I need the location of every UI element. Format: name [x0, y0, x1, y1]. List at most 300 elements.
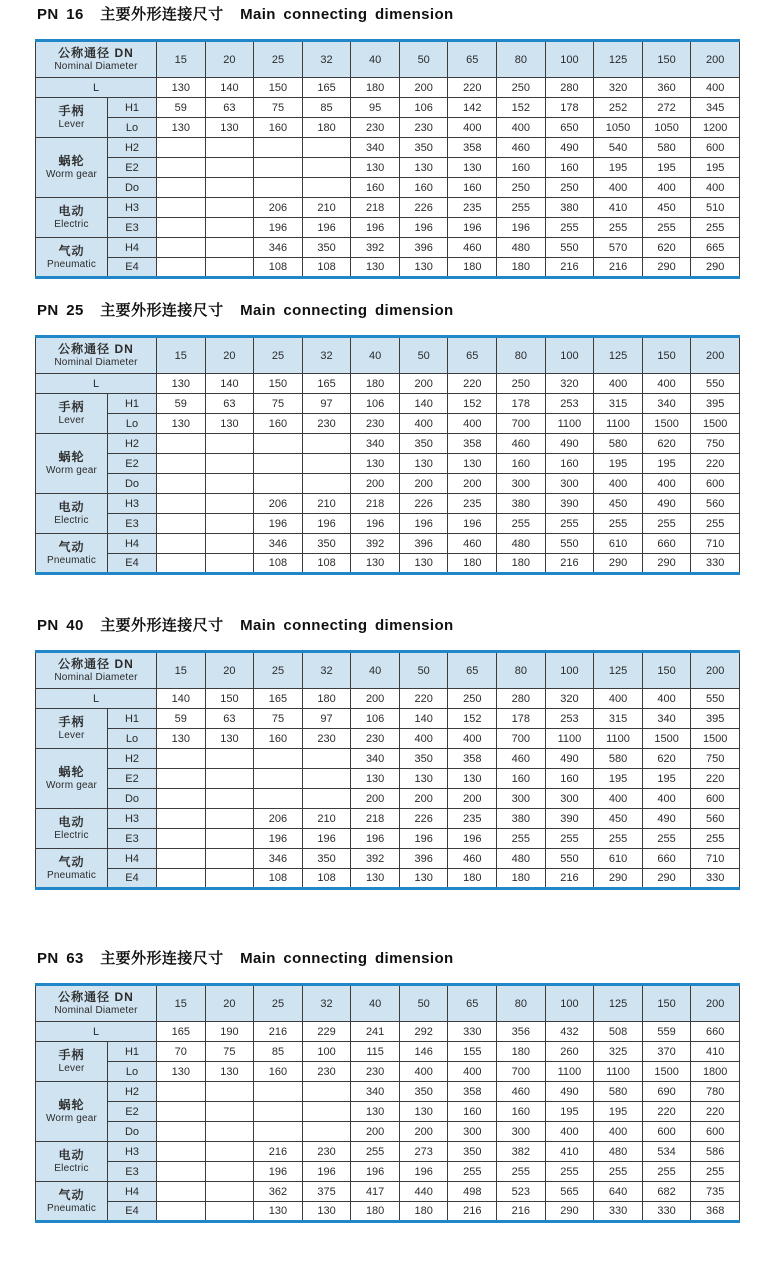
dim-value-cell [302, 1122, 351, 1142]
dim-value-cell: 292 [399, 1022, 448, 1042]
dim-value-cell: 160 [448, 178, 497, 198]
row-label-E2: E2 [108, 158, 157, 178]
dim-value-cell: 200 [351, 1122, 400, 1142]
row-label-Do: Do [108, 474, 157, 494]
dim-value-cell: 216 [545, 258, 594, 278]
dim-value-cell: 490 [545, 1082, 594, 1102]
dim-value-cell: 255 [642, 1162, 691, 1182]
dim-value-cell: 450 [594, 494, 643, 514]
group-label: 手柄 Lever [36, 1042, 108, 1082]
group-label: 气动 Pneumatic [36, 1182, 108, 1222]
dim-value-cell: 130 [448, 454, 497, 474]
dim-value-cell: 255 [594, 829, 643, 849]
dn-column-header: 200 [691, 41, 740, 78]
row-label-H3: H3 [108, 1142, 157, 1162]
row-label-E3: E3 [108, 514, 157, 534]
dn-column-header: 32 [302, 652, 351, 689]
dim-value-cell: 196 [254, 218, 303, 238]
dim-value-cell: 165 [157, 1022, 206, 1042]
dim-value-cell: 230 [399, 118, 448, 138]
dn-column-header: 25 [254, 337, 303, 374]
row-label-E4: E4 [108, 554, 157, 574]
dim-value-cell: 400 [594, 789, 643, 809]
dim-value-cell: 150 [205, 689, 254, 709]
dim-value-cell: 255 [642, 218, 691, 238]
dim-value-cell: 375 [302, 1182, 351, 1202]
dim-value-cell: 140 [399, 394, 448, 414]
dim-value-cell: 106 [399, 98, 448, 118]
dim-value-cell: 330 [448, 1022, 497, 1042]
dim-value-cell [157, 138, 206, 158]
dim-value-cell: 230 [351, 118, 400, 138]
dimension-table-pn63 [35, 983, 740, 1223]
dim-value-cell: 255 [545, 829, 594, 849]
dim-value-cell: 682 [642, 1182, 691, 1202]
dim-value-cell: 1050 [642, 118, 691, 138]
dim-value-cell: 196 [302, 514, 351, 534]
dn-column-header: 100 [545, 41, 594, 78]
dim-value-cell: 255 [691, 1162, 740, 1182]
dim-value-cell [205, 474, 254, 494]
dim-value-cell: 178 [497, 394, 546, 414]
dim-value-cell: 160 [497, 158, 546, 178]
group-label: 蜗轮 Worm gear [36, 434, 108, 494]
dim-value-cell [157, 1102, 206, 1122]
row-label-H2: H2 [108, 434, 157, 454]
dim-value-cell: 640 [594, 1182, 643, 1202]
dim-value-cell [205, 554, 254, 574]
dim-value-cell: 1100 [545, 1062, 594, 1082]
dim-value-cell: 358 [448, 1082, 497, 1102]
dim-value-cell: 580 [642, 138, 691, 158]
row-label-H3: H3 [108, 198, 157, 218]
dim-value-cell [157, 198, 206, 218]
dim-value-cell [157, 789, 206, 809]
dim-value-cell: 210 [302, 809, 351, 829]
dim-value-cell: 178 [497, 709, 546, 729]
dim-value-cell [157, 534, 206, 554]
dim-value-cell: 255 [691, 829, 740, 849]
group-label: 电动 Electric [36, 198, 108, 238]
dn-column-header: 15 [157, 41, 206, 78]
row-label-Lo: Lo [108, 414, 157, 434]
dim-value-cell: 241 [351, 1022, 400, 1042]
dn-column-header: 65 [448, 337, 497, 374]
dn-column-header: 20 [205, 41, 254, 78]
group-label: 电动 Electric [36, 494, 108, 534]
dim-value-cell: 356 [497, 1022, 546, 1042]
dim-value-cell: 360 [642, 78, 691, 98]
dim-value-cell: 460 [497, 1082, 546, 1102]
dim-value-cell: 130 [157, 414, 206, 434]
dn-header-label: 公称通径 DN Nominal Diameter [36, 41, 157, 78]
dim-value-cell: 206 [254, 494, 303, 514]
dim-value-cell: 1050 [594, 118, 643, 138]
dim-value-cell [205, 1082, 254, 1102]
dim-value-cell: 253 [545, 394, 594, 414]
dim-value-cell: 140 [399, 709, 448, 729]
dim-value-cell: 130 [157, 729, 206, 749]
row-label-H4: H4 [108, 849, 157, 869]
dim-value-cell: 1100 [545, 729, 594, 749]
dim-value-cell [205, 258, 254, 278]
dim-value-cell [157, 178, 206, 198]
dim-value-cell [205, 809, 254, 829]
dim-value-cell: 780 [691, 1082, 740, 1102]
dim-value-cell [157, 454, 206, 474]
dimension-table-pn16 [35, 39, 740, 279]
dim-value-cell [254, 178, 303, 198]
dim-value-cell [205, 138, 254, 158]
dim-value-cell: 358 [448, 749, 497, 769]
dim-value-cell: 218 [351, 198, 400, 218]
dim-value-cell: 196 [399, 218, 448, 238]
dim-value-cell: 140 [205, 78, 254, 98]
dimension-table-pn25 [35, 335, 740, 575]
dim-value-cell: 95 [351, 98, 400, 118]
dim-value-cell: 146 [399, 1042, 448, 1062]
dim-value-cell: 255 [497, 1162, 546, 1182]
dim-value-cell: 460 [448, 849, 497, 869]
dim-value-cell: 660 [691, 1022, 740, 1042]
dim-value-cell [157, 1082, 206, 1102]
dim-value-cell: 260 [545, 1042, 594, 1062]
pn16-section [35, 6, 740, 279]
dim-value-cell: 340 [642, 394, 691, 414]
dim-value-cell: 200 [399, 1122, 448, 1142]
dim-value-cell: 196 [399, 829, 448, 849]
dim-value-cell: 59 [157, 709, 206, 729]
dim-value-cell: 290 [594, 869, 643, 889]
dim-value-cell: 255 [691, 218, 740, 238]
dn-column-header: 150 [642, 41, 691, 78]
row-label-H1: H1 [108, 1042, 157, 1062]
dim-value-cell: 400 [448, 1062, 497, 1082]
dim-value-cell: 97 [302, 709, 351, 729]
dim-value-cell: 400 [642, 789, 691, 809]
dim-value-cell: 200 [351, 689, 400, 709]
dim-value-cell: 220 [691, 769, 740, 789]
dim-value-cell: 410 [594, 198, 643, 218]
dim-value-cell: 70 [157, 1042, 206, 1062]
dim-value-cell: 340 [642, 709, 691, 729]
dim-value-cell [205, 494, 254, 514]
dim-value-cell [254, 474, 303, 494]
dim-value-cell: 396 [399, 534, 448, 554]
dim-value-cell: 620 [642, 749, 691, 769]
dim-value-cell: 180 [448, 258, 497, 278]
dim-value-cell: 160 [497, 454, 546, 474]
dim-value-cell: 400 [399, 1062, 448, 1082]
dim-value-cell: 432 [545, 1022, 594, 1042]
dn-column-header: 125 [594, 41, 643, 78]
dim-value-cell: 330 [691, 554, 740, 574]
dim-value-cell [205, 1162, 254, 1182]
title-chinese: 主要外形连接尺寸 [100, 617, 224, 634]
dim-value-cell: 130 [448, 769, 497, 789]
dim-value-cell: 490 [545, 138, 594, 158]
dimension-table-pn40 [35, 650, 740, 890]
dim-value-cell: 130 [302, 1202, 351, 1222]
dim-value-cell: 230 [302, 1062, 351, 1082]
dim-value-cell: 216 [545, 869, 594, 889]
dn-column-header: 80 [497, 652, 546, 689]
dim-value-cell: 130 [157, 374, 206, 394]
dim-value-cell: 346 [254, 238, 303, 258]
dim-value-cell: 350 [302, 849, 351, 869]
dim-value-cell: 392 [351, 849, 400, 869]
dim-value-cell: 570 [594, 238, 643, 258]
dim-value-cell: 196 [254, 514, 303, 534]
dim-value-cell: 1100 [594, 729, 643, 749]
dim-value-cell: 130 [351, 1102, 400, 1122]
dim-value-cell [157, 514, 206, 534]
dim-value-cell: 350 [399, 434, 448, 454]
dim-value-cell: 460 [448, 238, 497, 258]
dim-value-cell: 280 [545, 78, 594, 98]
dim-value-cell: 340 [351, 1082, 400, 1102]
dim-value-cell: 180 [302, 689, 351, 709]
dim-value-cell: 200 [448, 789, 497, 809]
dim-value-cell: 160 [399, 178, 448, 198]
dn-column-header: 15 [157, 337, 206, 374]
dim-value-cell: 255 [642, 829, 691, 849]
dim-value-cell: 750 [691, 749, 740, 769]
dim-value-cell: 700 [497, 1062, 546, 1082]
dim-value-cell: 340 [351, 749, 400, 769]
dn-column-header: 20 [205, 652, 254, 689]
dim-value-cell: 350 [399, 749, 448, 769]
dim-value-cell: 180 [448, 869, 497, 889]
dim-value-cell: 160 [545, 158, 594, 178]
row-label-Do: Do [108, 178, 157, 198]
dim-value-cell [205, 158, 254, 178]
dim-value-cell: 1500 [691, 414, 740, 434]
group-label: 电动 Electric [36, 1142, 108, 1182]
dim-value-cell: 300 [448, 1122, 497, 1142]
dim-value-cell [205, 238, 254, 258]
dim-value-cell [157, 158, 206, 178]
row-label-L: L [36, 1022, 157, 1042]
dim-value-cell: 160 [254, 414, 303, 434]
dim-value-cell: 690 [642, 1082, 691, 1102]
dim-value-cell: 540 [594, 138, 643, 158]
dim-value-cell: 195 [642, 769, 691, 789]
dim-value-cell: 290 [691, 258, 740, 278]
title-chinese: 主要外形连接尺寸 [100, 302, 224, 319]
dim-value-cell [157, 554, 206, 574]
dim-value-cell: 400 [642, 178, 691, 198]
dim-value-cell: 220 [399, 689, 448, 709]
dim-value-cell [254, 1082, 303, 1102]
dim-value-cell: 230 [302, 414, 351, 434]
dim-value-cell [254, 138, 303, 158]
dim-value-cell: 85 [302, 98, 351, 118]
dim-value-cell: 130 [205, 729, 254, 749]
dim-value-cell: 152 [448, 709, 497, 729]
group-label: 电动 Electric [36, 809, 108, 849]
dim-value-cell: 196 [351, 829, 400, 849]
dim-value-cell: 196 [351, 218, 400, 238]
dim-value-cell: 350 [448, 1142, 497, 1162]
dim-value-cell: 200 [351, 474, 400, 494]
dn-column-header: 25 [254, 41, 303, 78]
row-label-E2: E2 [108, 1102, 157, 1122]
dim-value-cell [254, 434, 303, 454]
dim-value-cell: 216 [545, 554, 594, 574]
row-label-H1: H1 [108, 98, 157, 118]
dn-column-header: 20 [205, 985, 254, 1022]
dim-value-cell: 230 [351, 1062, 400, 1082]
dim-value-cell: 200 [351, 789, 400, 809]
dim-value-cell [254, 769, 303, 789]
dim-value-cell: 200 [399, 474, 448, 494]
dim-value-cell [205, 454, 254, 474]
dim-value-cell: 400 [691, 178, 740, 198]
dim-value-cell: 150 [254, 78, 303, 98]
dim-value-cell: 108 [254, 258, 303, 278]
dn-column-header: 80 [497, 985, 546, 1022]
dim-value-cell: 350 [399, 138, 448, 158]
dim-value-cell [302, 178, 351, 198]
dim-value-cell: 63 [205, 98, 254, 118]
dim-value-cell: 1500 [691, 729, 740, 749]
dim-value-cell [157, 1162, 206, 1182]
dim-value-cell: 370 [642, 1042, 691, 1062]
dim-value-cell [302, 1082, 351, 1102]
row-label-Do: Do [108, 1122, 157, 1142]
dim-value-cell [157, 1182, 206, 1202]
dim-value-cell: 700 [497, 729, 546, 749]
dim-value-cell: 196 [448, 218, 497, 238]
dim-value-cell: 400 [691, 78, 740, 98]
dim-value-cell: 750 [691, 434, 740, 454]
dim-value-cell [205, 869, 254, 889]
title-pn-rating: PN 63 [37, 950, 84, 967]
dn-header-label: 公称通径 DN Nominal Diameter [36, 337, 157, 374]
dim-value-cell [205, 534, 254, 554]
dim-value-cell: 1500 [642, 414, 691, 434]
dim-value-cell: 59 [157, 394, 206, 414]
dim-value-cell: 252 [594, 98, 643, 118]
dn-column-header: 150 [642, 337, 691, 374]
dim-value-cell: 255 [594, 514, 643, 534]
dim-value-cell: 152 [448, 394, 497, 414]
dim-value-cell: 1100 [594, 1062, 643, 1082]
dim-value-cell: 1100 [545, 414, 594, 434]
dim-value-cell: 180 [497, 1042, 546, 1062]
title-english: Main connecting dimension [240, 6, 454, 23]
row-label-Lo: Lo [108, 729, 157, 749]
dn-column-header: 100 [545, 337, 594, 374]
dim-value-cell: 85 [254, 1042, 303, 1062]
dim-value-cell: 196 [302, 218, 351, 238]
dim-value-cell [205, 178, 254, 198]
dim-value-cell: 290 [642, 869, 691, 889]
dn-column-header: 15 [157, 652, 206, 689]
dim-value-cell: 130 [205, 118, 254, 138]
dim-value-cell [254, 454, 303, 474]
dim-value-cell: 559 [642, 1022, 691, 1042]
dim-value-cell: 250 [448, 689, 497, 709]
dim-value-cell: 63 [205, 709, 254, 729]
dim-value-cell: 130 [399, 554, 448, 574]
title-english: Main connecting dimension [240, 302, 454, 319]
dim-value-cell: 400 [594, 474, 643, 494]
dn-column-header: 65 [448, 652, 497, 689]
dim-value-cell: 380 [545, 198, 594, 218]
dim-value-cell: 160 [545, 769, 594, 789]
dim-value-cell: 195 [594, 158, 643, 178]
dim-value-cell: 450 [594, 809, 643, 829]
dn-header-label: 公称通径 DN Nominal Diameter [36, 652, 157, 689]
dim-value-cell: 75 [254, 98, 303, 118]
dim-value-cell: 220 [691, 454, 740, 474]
dim-value-cell: 665 [691, 238, 740, 258]
dim-value-cell [302, 474, 351, 494]
dim-value-cell: 735 [691, 1182, 740, 1202]
dim-value-cell [205, 514, 254, 534]
dim-value-cell: 165 [254, 689, 303, 709]
dim-value-cell: 130 [351, 258, 400, 278]
group-label: 气动 Pneumatic [36, 849, 108, 889]
dim-value-cell: 300 [497, 1122, 546, 1142]
dim-value-cell: 417 [351, 1182, 400, 1202]
row-label-E4: E4 [108, 1202, 157, 1222]
dim-value-cell [205, 1202, 254, 1222]
dim-value-cell: 180 [351, 78, 400, 98]
dim-value-cell: 490 [545, 749, 594, 769]
dim-value-cell: 178 [545, 98, 594, 118]
dim-value-cell: 534 [642, 1142, 691, 1162]
dim-value-cell: 75 [254, 394, 303, 414]
dim-value-cell: 710 [691, 849, 740, 869]
dim-value-cell: 196 [399, 1162, 448, 1182]
dim-value-cell: 196 [448, 829, 497, 849]
group-label: 气动 Pneumatic [36, 238, 108, 278]
dim-value-cell [205, 749, 254, 769]
dim-value-cell [254, 1122, 303, 1142]
dim-value-cell: 400 [497, 118, 546, 138]
dim-value-cell: 320 [545, 374, 594, 394]
dim-value-cell [157, 218, 206, 238]
row-label-H4: H4 [108, 1182, 157, 1202]
dim-value-cell: 460 [497, 749, 546, 769]
dim-value-cell: 108 [302, 258, 351, 278]
title-pn-rating: PN 16 [37, 6, 84, 23]
dim-value-cell: 180 [448, 554, 497, 574]
dim-value-cell: 340 [351, 434, 400, 454]
dim-value-cell [205, 849, 254, 869]
dim-value-cell: 180 [497, 869, 546, 889]
dim-value-cell: 216 [497, 1202, 546, 1222]
dim-value-cell: 400 [594, 374, 643, 394]
dim-value-cell: 230 [302, 1142, 351, 1162]
dim-value-cell: 1500 [642, 1062, 691, 1082]
row-label-H2: H2 [108, 749, 157, 769]
dim-value-cell [254, 158, 303, 178]
dim-value-cell: 255 [545, 1162, 594, 1182]
dn-column-header: 25 [254, 652, 303, 689]
dim-value-cell: 560 [691, 809, 740, 829]
dim-value-cell: 160 [497, 1102, 546, 1122]
row-label-H1: H1 [108, 709, 157, 729]
dim-value-cell: 358 [448, 434, 497, 454]
dim-value-cell: 300 [497, 474, 546, 494]
dn-column-header: 32 [302, 41, 351, 78]
dim-value-cell [302, 158, 351, 178]
dim-value-cell: 195 [642, 454, 691, 474]
